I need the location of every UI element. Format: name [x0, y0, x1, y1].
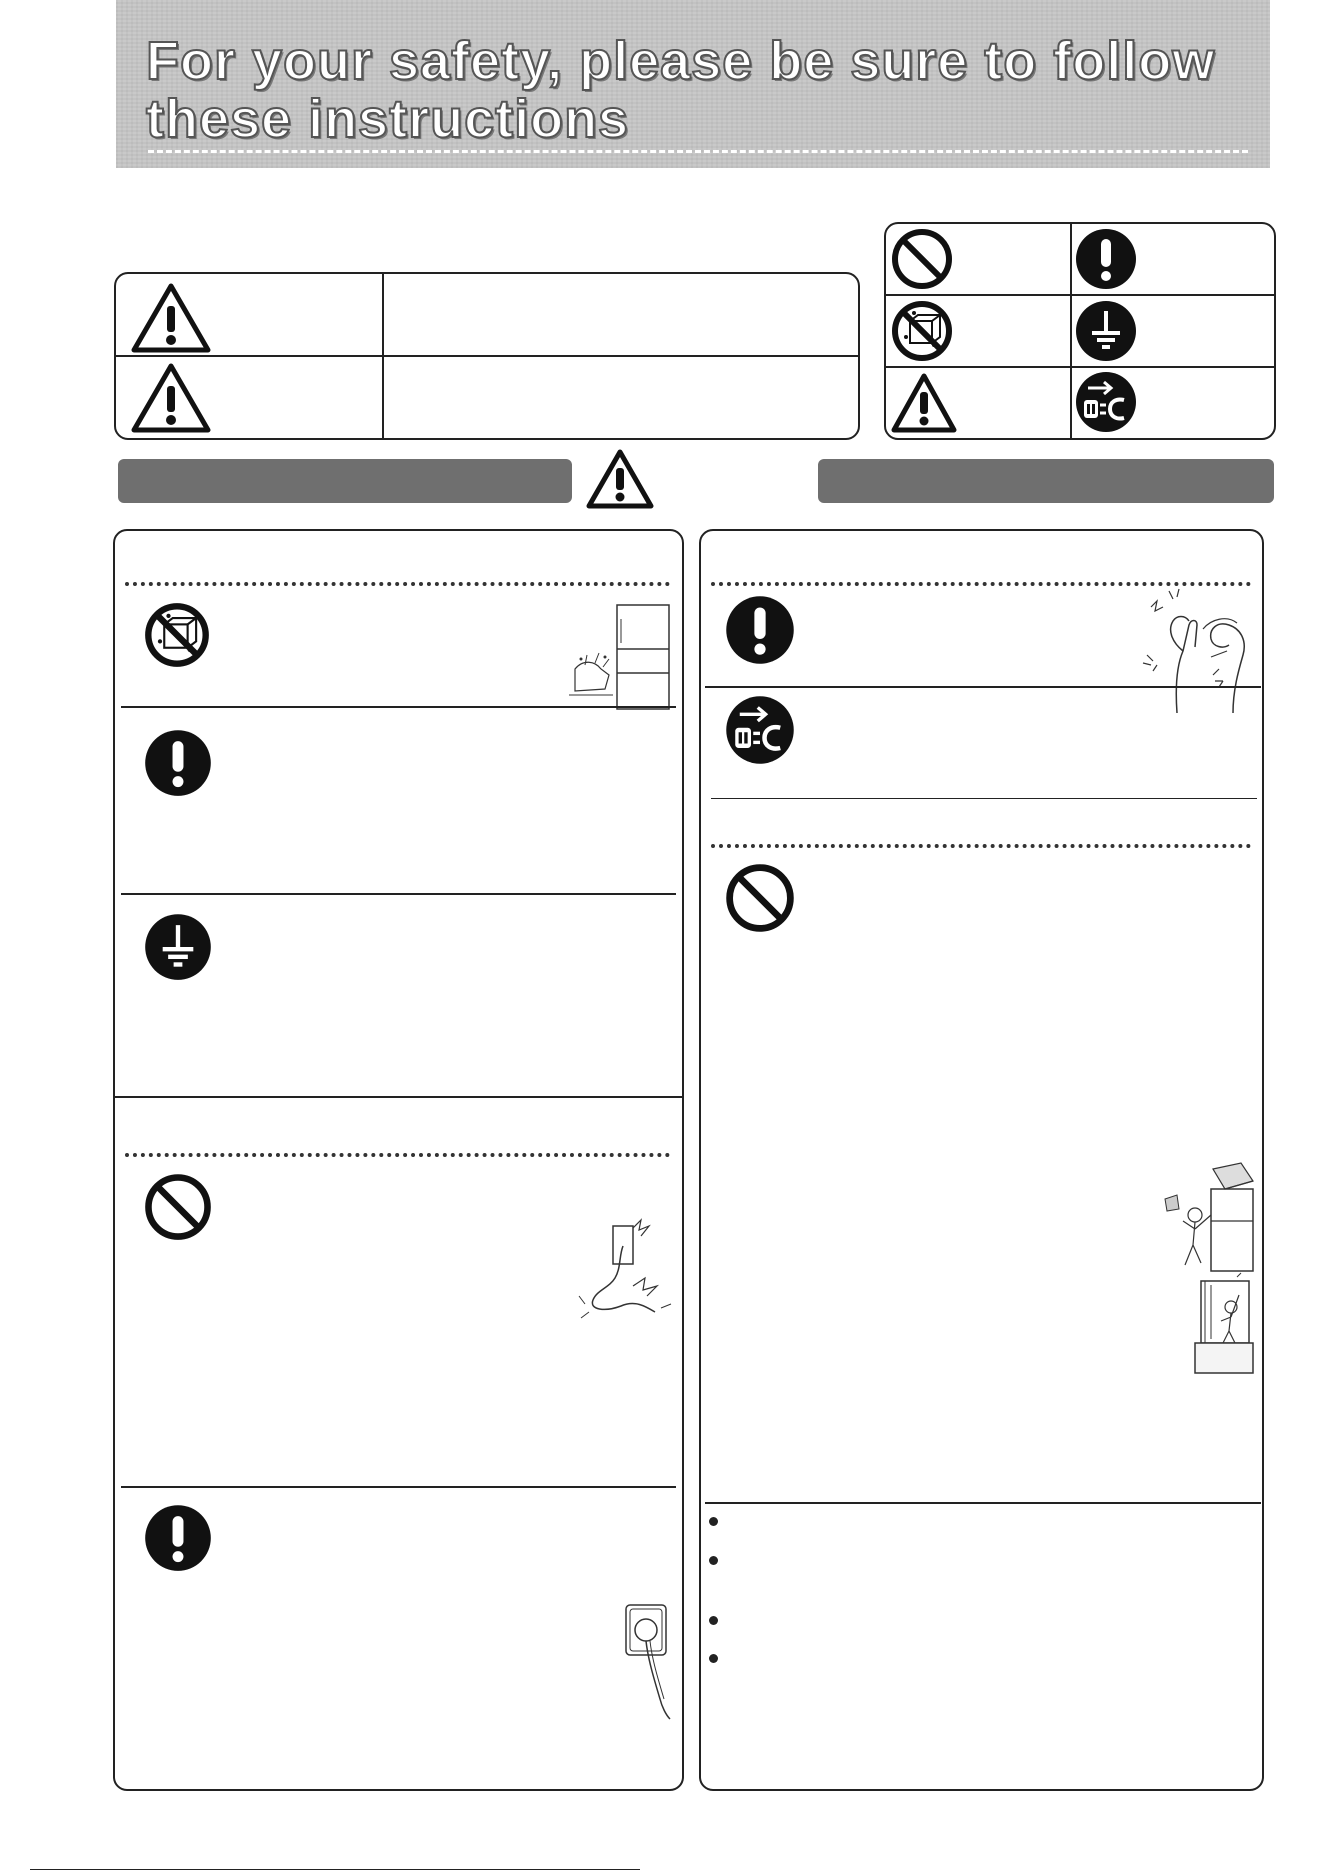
exclamation-icon — [143, 1503, 213, 1573]
warning-triangle-icon — [585, 448, 655, 510]
ground-icon — [1074, 299, 1138, 363]
exclamation-icon — [724, 594, 796, 666]
right-warning-panel — [699, 529, 1264, 1791]
list-bullet — [709, 1616, 718, 1625]
ground-icon — [143, 912, 213, 982]
child-climbing-fridge-illustration — [1161, 1159, 1257, 1275]
prohibited-icon — [890, 227, 954, 291]
plug-outlet-illustration — [620, 1599, 680, 1723]
list-bullet — [709, 1517, 718, 1526]
right-section-bar — [818, 459, 1274, 503]
footer-rule — [30, 1869, 640, 1870]
warning-triangle-icon — [130, 282, 212, 354]
exclamation-icon — [1074, 227, 1138, 291]
warning-triangle-icon — [890, 372, 958, 434]
no-water-icon — [143, 601, 211, 669]
child-in-fridge-illustration — [1191, 1271, 1257, 1377]
damaged-cord-illustration — [575, 1216, 675, 1326]
no-water-icon — [890, 299, 954, 363]
symbol-legend-grid — [884, 222, 1276, 440]
left-warning-panel — [113, 529, 684, 1791]
left-section-bar — [118, 459, 572, 503]
list-bullet — [709, 1654, 718, 1663]
unplug-icon — [1074, 370, 1138, 434]
prohibited-icon — [724, 862, 796, 934]
severity-legend-box — [114, 272, 860, 440]
fridge-water-illustration — [565, 599, 675, 715]
unplug-icon — [724, 694, 796, 766]
caution-triangle-icon — [130, 362, 212, 434]
clean-plug-illustration — [1133, 585, 1253, 717]
title-banner — [116, 0, 1270, 168]
title-divider — [148, 150, 1248, 153]
page-title: For your safety, please be sure to follow these instructions — [146, 31, 1216, 149]
exclamation-icon — [143, 728, 213, 798]
list-bullet — [709, 1556, 718, 1565]
prohibited-icon — [143, 1172, 213, 1242]
